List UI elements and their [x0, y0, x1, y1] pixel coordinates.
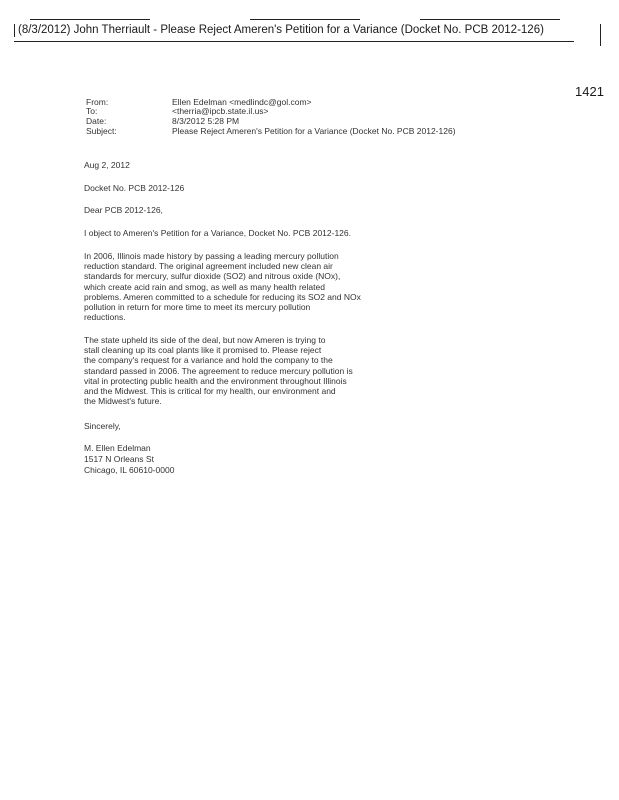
top-line-upper-rule: [420, 19, 560, 20]
signature-city: Chicago, IL 60610-0000: [84, 465, 175, 475]
signature-name: M. Ellen Edelman: [84, 443, 151, 453]
right-margin-tick: [600, 24, 601, 46]
from-label: From:: [86, 97, 109, 107]
top-line-upper-rule: [250, 19, 360, 20]
letter-paragraph-2: The state upheld its side of the deal, but now Ameren is trying to stall cleaning up its coal plants like it promised to. Please reject the company's request for a variance and hold the company to the standard passed in 2006. The agreement to reduce mercury pollution is vital in protecting public health and the environment throughout Illinois and the Midwest. This is critical for my health, our environment and the Midwest's future.: [84, 335, 353, 407]
to-label: To:: [86, 106, 98, 116]
top-line-upper-rule: [30, 19, 150, 20]
page-number: 1421: [575, 84, 604, 99]
letter-closing: Sincerely,: [84, 421, 121, 431]
letter-object-line: I object to Ameren's Petition for a Variance, Docket No. PCB 2012-126.: [84, 228, 351, 238]
date-label: Date:: [86, 116, 107, 126]
top-line-under-rule: [14, 41, 574, 42]
from-value: Ellen Edelman <medlindc@gol.com>: [172, 97, 312, 107]
signature-address: 1517 N Orleans St: [84, 454, 154, 464]
document-title-line: (8/3/2012) John Therriault - Please Reject Ameren's Petition for a Variance (Docket No. PCB 2012-126): [18, 24, 544, 36]
subject-label: Subject:: [86, 126, 117, 136]
letter-salutation: Dear PCB 2012-126,: [84, 205, 163, 215]
letter-paragraph-1: In 2006, Illinois made history by passing a leading mercury pollution reduction standard. The original agreement included new clean air standards for mercury, sulfur dioxide (SO2) and nitrous oxide (NOx), which create acid rain and smog, as well as many health related problems. Ameren committed to a schedule for reducing its SO2 and NOx pollution in return for more time to meet its mercury pollution reductions.: [84, 251, 361, 323]
to-value: <therria@ipcb.state.il.us>: [172, 106, 269, 116]
left-margin-tick: [14, 24, 15, 37]
letter-date: Aug 2, 2012: [84, 160, 130, 170]
subject-value: Please Reject Ameren's Petition for a Variance (Docket No. PCB 2012-126): [172, 126, 456, 136]
date-value: 8/3/2012 5:28 PM: [172, 116, 240, 126]
letter-docket: Docket No. PCB 2012-126: [84, 183, 185, 193]
